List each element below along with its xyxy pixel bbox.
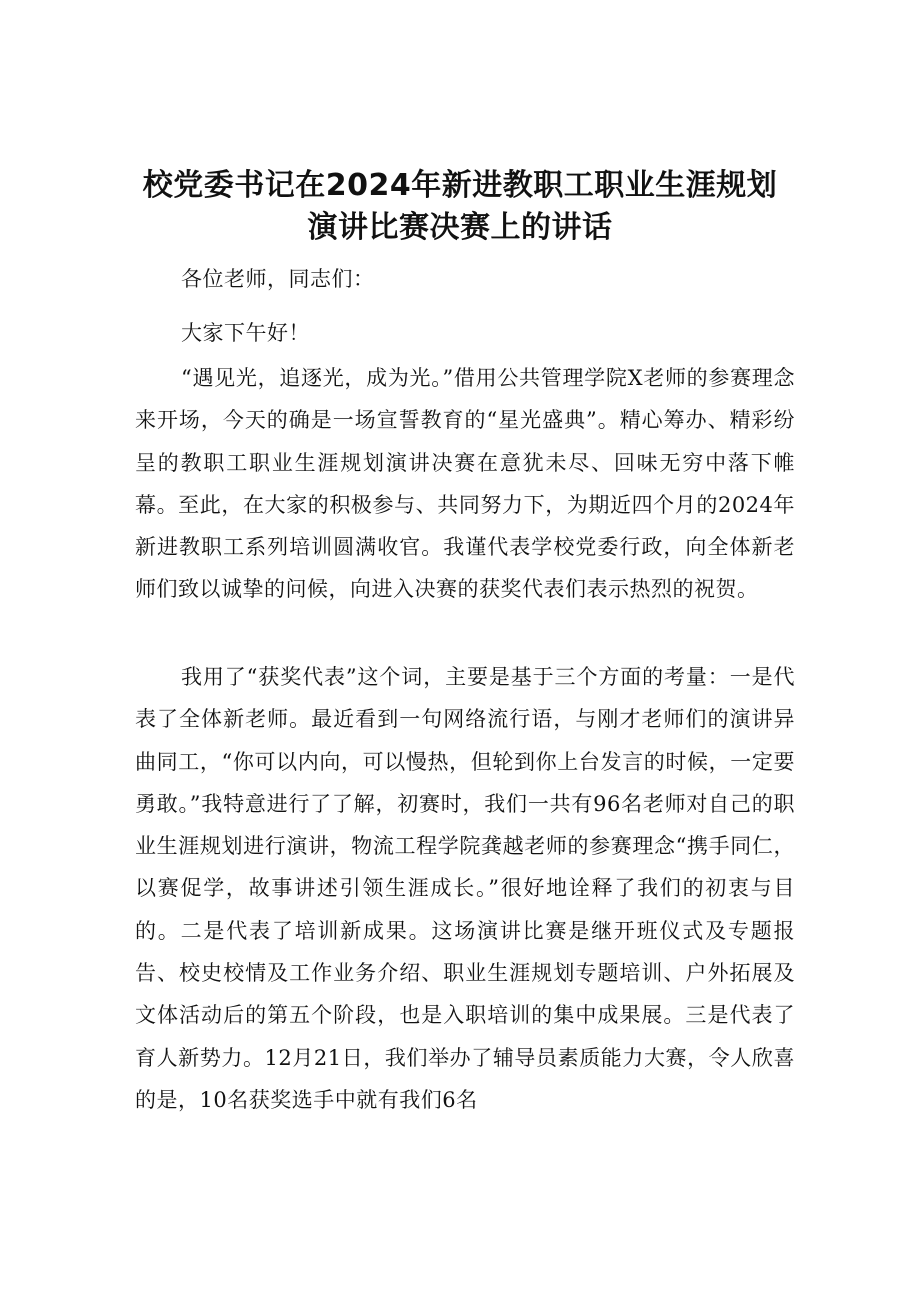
paragraph-2: 我用了“获奖代表”这个词，主要是基于三个方面的考量：一是代表了全体新老师。最近看到一句网络流行语，与刚才老师们的演讲异曲同工，“你可以内向，可以慢热，但轮到你上台发言的时候，一定要勇敢。”我特意进行了了解，初赛时，我们一共有96名老师对自己的职业生涯规划进行演讲，物流工程学院龚越老师的参赛理念“携手同仁，以赛促学，故事讲述引领生涯成长。”很好地诠释了我们的初衷与目的。二是代表了培训新成果。这场演讲比赛是继开班仪式及专题报告、校史校情及工作业务介绍、职业生涯规划专题培训、户外拓展及文体活动后的第五个阶段，也是入职培训的集中成果展。三是代表了育人新势力。12月21日，我们举办了辅导员素质能力大赛，令人欣喜的是，10名获奖选手中就有我们6名 (135, 665, 795, 1112)
paragraph-1: “遇见光，追逐光，成为光。”借用公共管理学院X老师的参赛理念来开场，今天的确是一场宣誓教育的“星光盛典”。精心筹办、精彩纷呈的教职工职业生涯规划演讲决赛在意犹未尽、回味无穷中落下帷幕。至此，在大家的积极参与、共同努力下，为期近四个月的2024年新进教职工系列培训圆满收官。我谨代表学校党委行政，向全体新老师们致以诚挚的问候，向进入决赛的获奖代表们表示热烈的祝贺。 (135, 366, 795, 602)
document-title-line-1: 校党委书记在2024年新进教职工职业生涯规划 (142, 168, 778, 203)
document-title-line-2: 演讲比赛决赛上的讲话 (307, 210, 613, 245)
greeting-line: 各位老师，同志们： (181, 267, 375, 291)
salutation-line: 大家下午好！ (181, 321, 310, 345)
